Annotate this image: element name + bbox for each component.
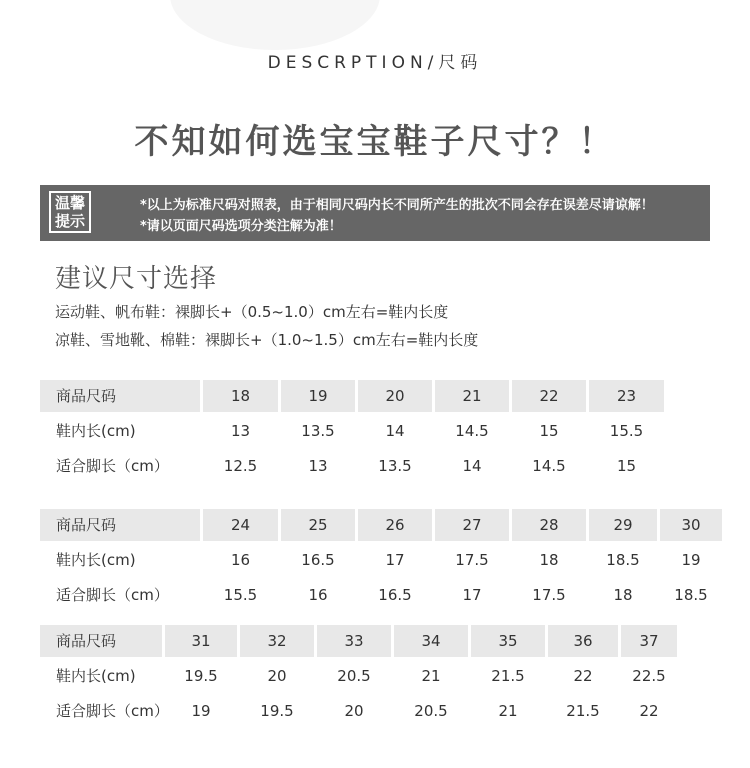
inner-length-cell: 17 bbox=[385, 551, 405, 569]
inner-length-cell: 18.5 bbox=[606, 551, 640, 569]
inner-length-cell: 15.5 bbox=[609, 422, 644, 440]
foot-length-cell: 13.5 bbox=[378, 457, 412, 475]
row-label-foot-length: 适合脚长（cm） bbox=[56, 457, 169, 475]
inner-length-cell: 18 bbox=[539, 551, 559, 569]
size-cell: 27 bbox=[435, 509, 509, 541]
foot-length-cell: 19.5 bbox=[260, 702, 294, 720]
foot-length-cell: 20 bbox=[344, 702, 364, 720]
size-cell: 22 bbox=[512, 380, 586, 412]
size-cell: 29 bbox=[589, 509, 657, 541]
size-cell: 28 bbox=[512, 509, 586, 541]
inner-length-cell: 13 bbox=[230, 422, 251, 440]
foot-length-cell: 21.5 bbox=[566, 702, 600, 720]
row-label-size: 商品尺码 bbox=[40, 380, 200, 412]
foot-length-cell: 15 bbox=[616, 457, 637, 475]
row-label-inner-length: 鞋内长(cm) bbox=[56, 551, 136, 569]
foot-length-cell: 18.5 bbox=[674, 586, 708, 604]
inner-length-cell: 21 bbox=[421, 667, 441, 685]
size-cell: 19 bbox=[281, 380, 355, 412]
row-label-foot-length: 适合脚长（cm） bbox=[56, 586, 169, 604]
inner-length-cell: 20 bbox=[267, 667, 287, 685]
foot-length-cell: 17 bbox=[462, 586, 482, 604]
inner-length-cell: 20.5 bbox=[337, 667, 371, 685]
foot-length-cell: 14.5 bbox=[532, 457, 566, 475]
foot-length-cell: 21 bbox=[498, 702, 518, 720]
size-cell: 25 bbox=[281, 509, 355, 541]
foot-length-cell: 20.5 bbox=[414, 702, 448, 720]
size-cell: 30 bbox=[660, 509, 722, 541]
foot-length-cell: 17.5 bbox=[532, 586, 566, 604]
advice-rule-1: 运动鞋、帆布鞋：裸脚长+（0.5~1.0）cm左右=鞋内长度 bbox=[55, 303, 449, 321]
inner-length-cell: 22 bbox=[573, 667, 593, 685]
advice-rule-2: 凉鞋、雪地靴、棉鞋：裸脚长+（1.0~1.5）cm左右=鞋内长度 bbox=[55, 331, 479, 349]
foot-length-cell: 22 bbox=[639, 702, 659, 720]
description-heading: DESCRPTION/尺码 bbox=[267, 53, 483, 73]
foot-length-cell: 13 bbox=[308, 457, 328, 475]
inner-length-cell: 17.5 bbox=[455, 551, 489, 569]
size-cell: 18 bbox=[203, 380, 278, 412]
size-cell: 34 bbox=[394, 625, 468, 657]
inner-length-cell: 22.5 bbox=[632, 667, 666, 685]
foot-length-cell: 16 bbox=[308, 586, 328, 604]
notice-line-1: *以上为标准尺码对照表，由于相同尺码内长不同所产生的批次不同会存在误差尽请谅解！ bbox=[140, 198, 654, 213]
size-cell: 32 bbox=[240, 625, 314, 657]
foot-length-cell: 18 bbox=[613, 586, 633, 604]
row-label-foot-length: 适合脚长（cm） bbox=[56, 702, 169, 720]
inner-length-cell: 21.5 bbox=[491, 667, 525, 685]
size-cell: 36 bbox=[548, 625, 618, 657]
notice-banner bbox=[40, 185, 710, 241]
notice-badge bbox=[49, 191, 91, 233]
advice-title: 建议尺寸选择 bbox=[55, 264, 218, 294]
notice-badge-line1: 温馨 bbox=[54, 194, 85, 212]
size-cell: 20 bbox=[358, 380, 432, 412]
inner-length-cell: 19.5 bbox=[184, 667, 218, 685]
size-cell: 26 bbox=[358, 509, 432, 541]
page-headline: 不知如何选宝宝鞋子尺寸？！ bbox=[134, 122, 616, 162]
size-cell: 37 bbox=[621, 625, 677, 657]
inner-length-cell: 16 bbox=[230, 551, 251, 569]
foot-length-cell: 19 bbox=[191, 702, 211, 720]
row-label-inner-length: 鞋内长(cm) bbox=[56, 422, 136, 440]
size-cell: 31 bbox=[165, 625, 237, 657]
row-label-inner-length: 鞋内长(cm) bbox=[56, 667, 136, 685]
foot-length-cell: 12.5 bbox=[223, 457, 258, 475]
foot-length-cell: 15.5 bbox=[223, 586, 258, 604]
size-cell: 23 bbox=[589, 380, 664, 412]
inner-length-cell: 16.5 bbox=[301, 551, 335, 569]
row-label-size: 商品尺码 bbox=[40, 625, 162, 657]
size-cell: 24 bbox=[203, 509, 278, 541]
inner-length-cell: 14.5 bbox=[455, 422, 489, 440]
notice-line-2: *请以页面尺码选项分类注解为准！ bbox=[140, 219, 342, 234]
size-cell: 21 bbox=[435, 380, 509, 412]
row-label-size: 商品尺码 bbox=[40, 509, 200, 541]
foot-length-cell: 16.5 bbox=[378, 586, 412, 604]
notice-badge-line2: 提示 bbox=[54, 212, 85, 230]
inner-length-cell: 14 bbox=[385, 422, 405, 440]
foot-length-cell: 14 bbox=[462, 457, 482, 475]
size-cell: 33 bbox=[317, 625, 391, 657]
inner-length-cell: 13.5 bbox=[301, 422, 335, 440]
inner-length-cell: 15 bbox=[539, 422, 559, 440]
decorative-arc bbox=[170, 0, 380, 50]
size-cell: 35 bbox=[471, 625, 545, 657]
inner-length-cell: 19 bbox=[681, 551, 701, 569]
